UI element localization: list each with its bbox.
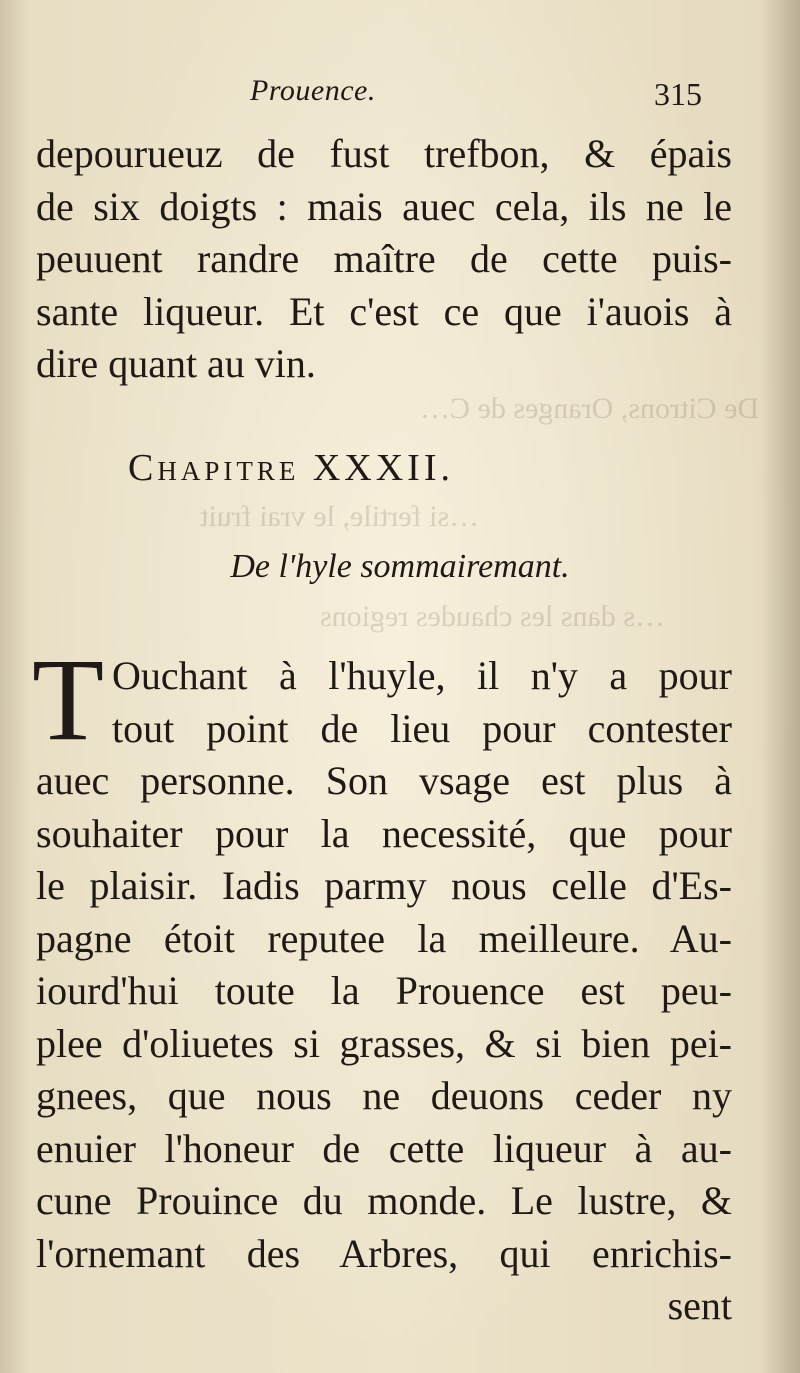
chapter-subtitle: De l'hyle sommairemant. <box>230 548 570 585</box>
page-number: 315 <box>654 76 702 112</box>
running-title: Prouence. <box>250 74 376 107</box>
text-line: cune Prouince du monde. Le lustre, & <box>36 1178 732 1223</box>
text-line: Ouchant à l'huyle, il n'y a pour <box>112 653 732 698</box>
dropcap-indented-lines <box>112 650 732 755</box>
show-through-text: …s dans les chaudes regions <box>320 600 665 633</box>
text-line: iourd'hui toute la Prouence est peu- <box>36 968 732 1013</box>
text-line: souhaiter pour la necessité, que pour <box>36 810 732 856</box>
text-line: peuuent randre maître de cette puis- <box>36 236 732 281</box>
text-line: le plaisir. Iadis parmy nous celle d'Es- <box>36 863 732 908</box>
chapter-heading <box>128 446 454 490</box>
text-line: de six doigts : mais auec cela, ils ne le <box>36 183 732 229</box>
text-line: dire quant au vin. <box>36 341 316 386</box>
text-line: auec personne. Son vsage est plus à <box>36 758 732 803</box>
text-line: pagne étoit reputee la meilleure. Au- <box>36 915 732 961</box>
text-line: l'ornemant des Arbres, qui enrichis- <box>36 1230 732 1276</box>
body-paragraph <box>36 755 732 1333</box>
running-head <box>40 72 760 122</box>
text-line: enuier l'honeur de cette liqueur à au- <box>36 1125 732 1171</box>
show-through-text: De Citrons, Oranges de C… <box>420 392 760 425</box>
drop-cap: T <box>32 634 105 765</box>
chapter-heading-text: Chapitre XXXII. <box>128 447 454 489</box>
text-line: plee d'oliuetes si grasses, & si bien pei- <box>36 1020 732 1066</box>
text-line: sante liqueur. Et c'est ce que i'auois à <box>36 288 732 334</box>
top-paragraph <box>36 128 732 391</box>
text-line: tout point de lieu pour contester <box>112 705 732 751</box>
show-through-text: …si fertile, le vrai fruit <box>200 500 480 533</box>
text-line: depourueuz de fust trefbon, & épais <box>36 131 732 176</box>
catchword: sent <box>667 1283 732 1328</box>
text-line: gnees, que nous ne deuons ceder ny <box>36 1073 732 1118</box>
